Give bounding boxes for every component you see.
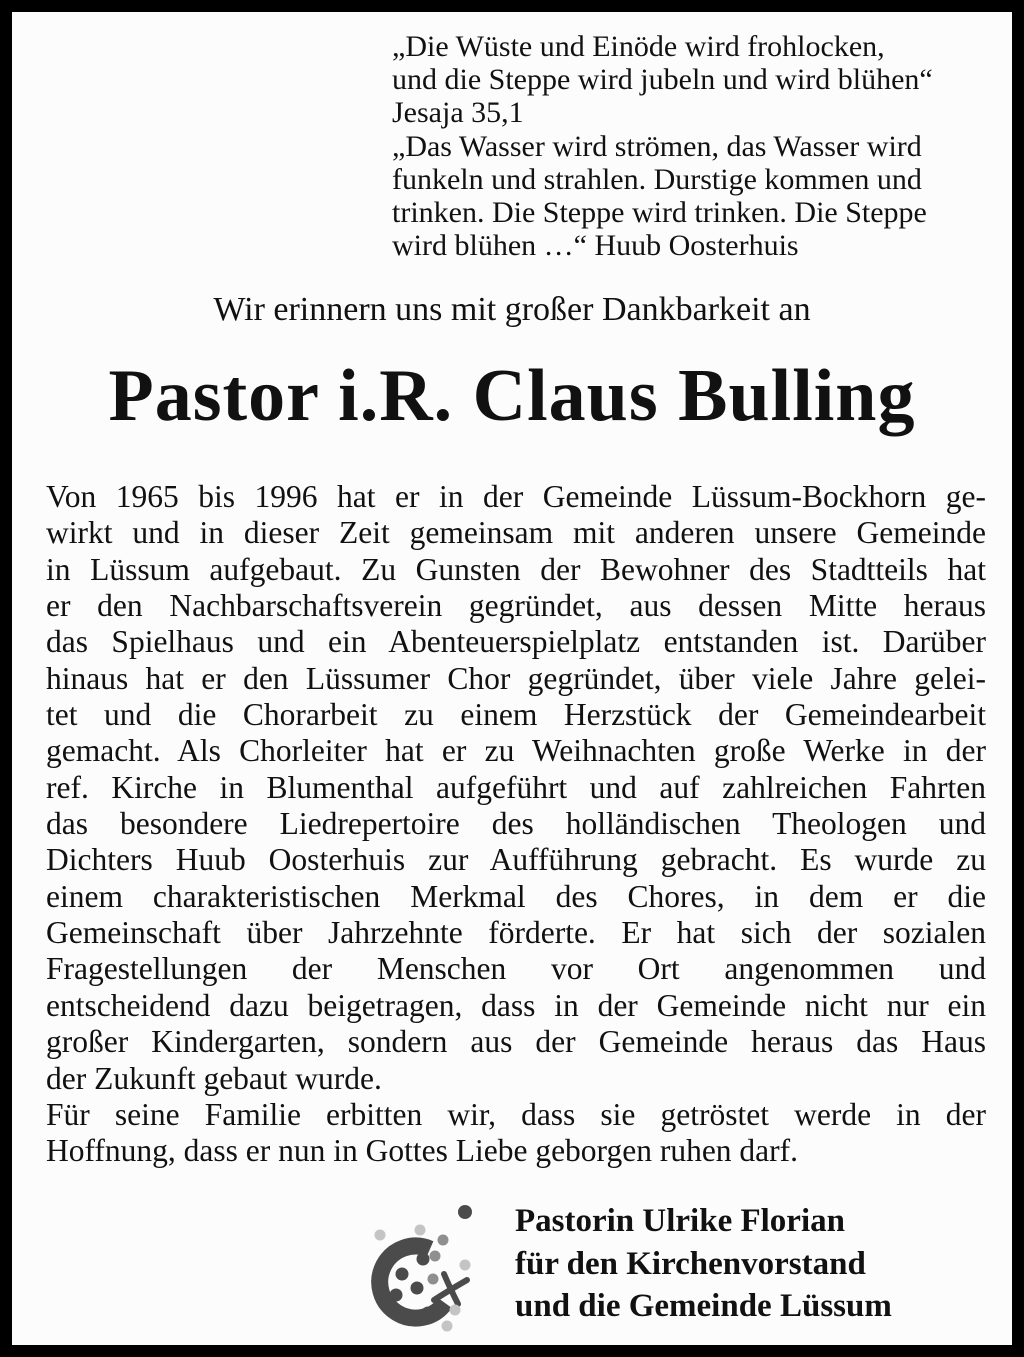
obituary-paragraph-2 [46, 1097, 986, 1170]
text-line: und die Steppe wird jubeln und wird blühen“ [392, 63, 933, 97]
obituary-paragraph-1 [46, 479, 986, 1097]
text-line: das Spielhaus und ein Abenteuerspielplatz entstanden ist. Darüber [46, 624, 986, 660]
text-line: das besondere Liedrepertoire des holländischen Theologen und [46, 806, 986, 842]
text-line: tet und die Chorarbeit zu einem Herzstück der Gemeindearbeit [46, 697, 986, 733]
text-line: funkeln und strahlen. Durstige kommen und [392, 162, 922, 196]
notice-sheet [12, 12, 1012, 1345]
deceased-name-title: Pastor i.R. Claus Bulling [108, 355, 916, 437]
text-line: Von 1965 bis 1996 hat er in der Gemeinde Lüssum-Bockhorn ge- [46, 479, 986, 514]
text-line: wird blühen …“ Huub Oosterhuis [392, 229, 799, 263]
text-line: „Das Wasser wird strömen, das Wasser wird [392, 129, 922, 163]
crescent-dots-cross-icon [360, 1195, 480, 1335]
text-line: entscheidend dazu beigetragen, dass in der Gemeinde nicht nur ein [46, 987, 986, 1023]
obituary-body [46, 479, 986, 1170]
text-line: er den Nachbarschaftsverein gegründet, aus dessen Mitte heraus [46, 588, 986, 624]
text-line: Jesaja 35,1 [392, 96, 524, 130]
text-line: gemacht. Als Chorleiter hat er zu Weihnachten große Werke in der [46, 733, 986, 769]
text-line: Fragestellungen der Menschen vor Ort angenommen und [46, 951, 986, 987]
signature-block [515, 1200, 892, 1328]
text-line: und die Gemeinde Lüssum [515, 1288, 892, 1324]
text-line: Gemeinschaft über Jahrzehnte förderte. Er hat sich der sozialen [46, 915, 986, 951]
text-line: Dichters Huub Oosterhuis zur Aufführung gebracht. Es wurde zu [46, 842, 986, 878]
text-line: für den Kirchenvorstand [515, 1245, 866, 1282]
text-line: in Lüssum aufgebaut. Zu Gunsten der Bewohner des Stadtteils hat [46, 551, 986, 587]
text-line: großer Kindergarten, sondern aus der Gemeinde heraus das Haus [46, 1024, 986, 1060]
intro-line: Wir erinnern uns mit großer Dankbarkeit an [213, 291, 811, 328]
scripture-quote-block [392, 30, 1008, 262]
church-logo [360, 1195, 480, 1335]
text-line: wirkt und in dieser Zeit gemeinsam mit anderen unsere Gemeinde [46, 515, 986, 551]
text-line: der Zukunft gebaut wurde. [46, 1060, 382, 1096]
text-line: Pastorin Ulrike Florian [515, 1203, 845, 1239]
text-line: einem charakteristischen Merkmal des Chores, in dem er die [46, 878, 986, 914]
text-line: ref. Kirche in Blumenthal aufgeführt und auf zahlreichen Fahrten [46, 769, 986, 805]
text-line: Für seine Familie erbitten wir, dass sie getröstet werde in der [46, 1096, 986, 1132]
text-line: hinaus hat er den Lüssumer Chor gegründet, über viele Jahre gelei- [46, 660, 986, 696]
text-line: trinken. Die Steppe wird trinken. Die Steppe [392, 196, 927, 230]
text-line: Hoffnung, dass er nun in Gottes Liebe geborgen ruhen darf. [46, 1133, 799, 1169]
text-line: „Die Wüste und Einöde wird frohlocken, [392, 30, 885, 63]
